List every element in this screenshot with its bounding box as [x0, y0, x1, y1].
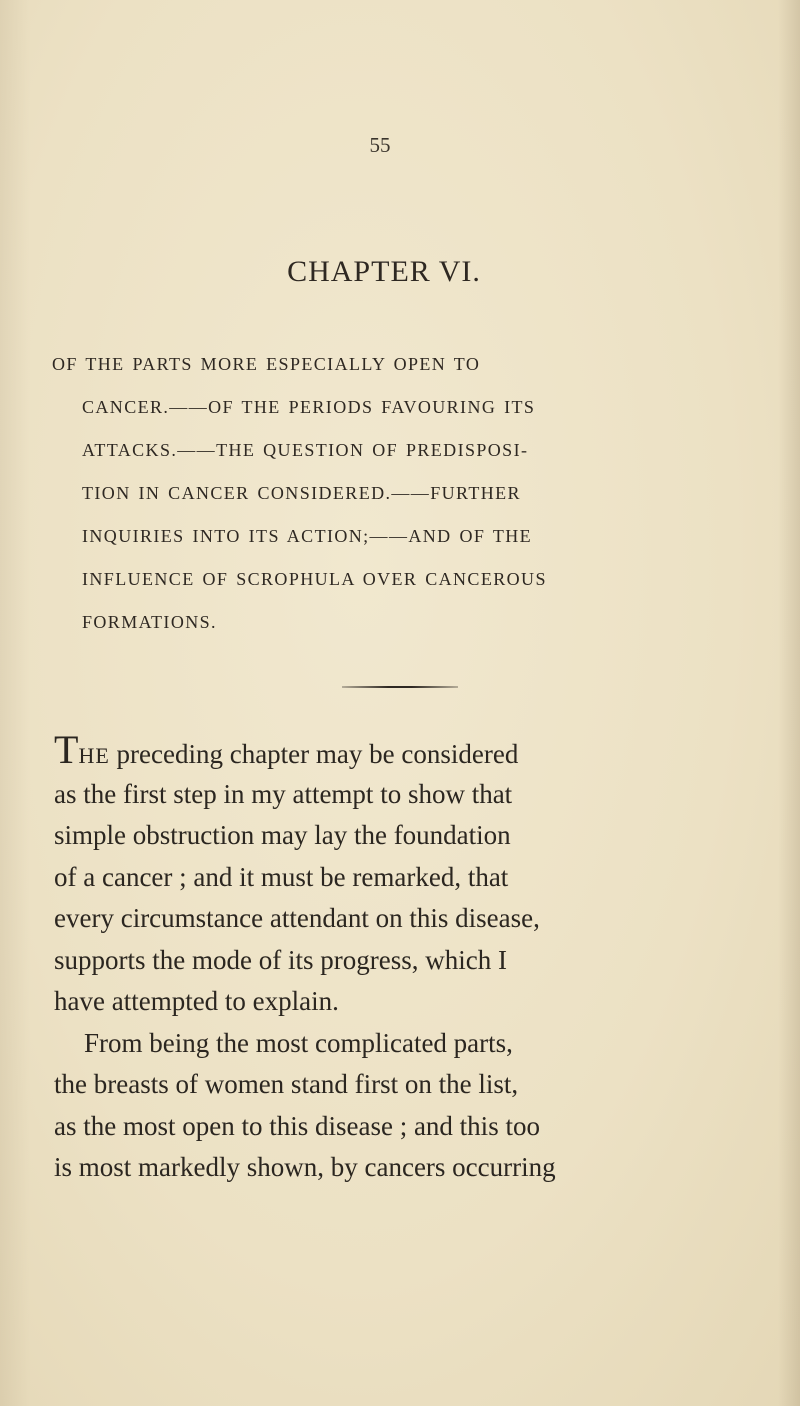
- body-line: as the first step in my attempt to show that: [54, 778, 513, 809]
- first-word-rest: HE: [78, 743, 110, 768]
- summary-line: OF THE PARTS MORE ESPECIALLY OPEN TO: [52, 354, 481, 374]
- page-gutter-shade: [0, 0, 30, 1406]
- summary-line: INFLUENCE OF SCROPHULA OVER CANCEROUS: [82, 569, 547, 589]
- summary-line: CANCER.——OF THE PERIODS FAVOURING ITS: [82, 397, 536, 417]
- body-line: is most markedly shown, by cancers occurring: [54, 1152, 556, 1182]
- body-line: as the most open to this disease ; and this too: [54, 1110, 540, 1141]
- chapter-title: CHAPTER VI.: [287, 255, 481, 288]
- body-line: supports the mode of its progress, which I: [54, 944, 507, 975]
- body-text: [54, 727, 774, 1192]
- chapter-summary: [52, 353, 752, 654]
- page-number: 55: [369, 133, 391, 157]
- body-line: every circumstance attendant on this disease,: [54, 903, 540, 933]
- body-line: the breasts of women stand first on the list,: [54, 1069, 519, 1099]
- summary-line: INQUIRIES INTO ITS ACTION;——AND OF THE: [82, 526, 533, 546]
- summary-line: FORMATIONS.: [82, 612, 217, 632]
- section-divider: [342, 686, 458, 688]
- body-first-line: [54, 727, 774, 777]
- page-edge-shade: [778, 0, 800, 1406]
- body-line: of a cancer ; and it must be remarked, that: [54, 861, 509, 892]
- summary-line: TION IN CANCER CONSIDERED.——FURTHER: [82, 483, 521, 503]
- first-line-rest: preceding chapter may be considered: [109, 739, 519, 769]
- body-line: simple obstruction may lay the foundation: [54, 820, 511, 850]
- initial-letter: T: [54, 727, 79, 772]
- body-line: From being the most complicated parts,: [84, 1027, 513, 1058]
- summary-line: ATTACKS.——THE QUESTION OF PREDISPOSI-: [82, 440, 529, 460]
- body-line: have attempted to explain.: [54, 986, 339, 1016]
